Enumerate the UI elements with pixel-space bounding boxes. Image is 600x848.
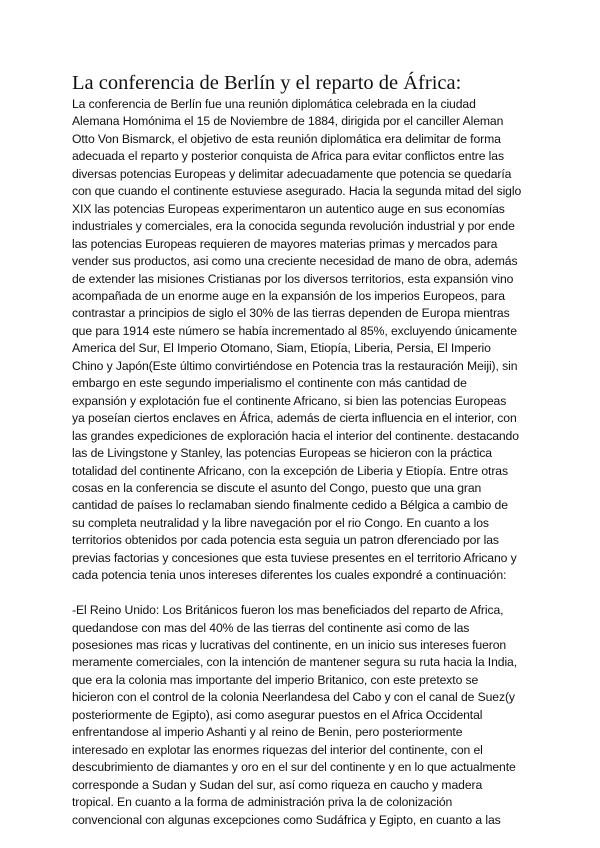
paragraph-spacer: [72, 585, 542, 602]
document-title: La conferencia de Berlín y el reparto de África:: [72, 72, 462, 94]
text-line: cada potencia tenia unos intereses diferentes los cuales expondré a continuación:: [72, 568, 507, 583]
document-page: [72, 70, 542, 829]
text-line: -El Reino Unido: Los Británicos fueron los mas beneficiados del reparto de Africa,: [72, 603, 504, 618]
text-line: las potencias Europeas requieren de mayores materias primas y mercados para: [72, 236, 498, 251]
text-line: enfrentandose al imperio Ashanti y al reino de Benin, pero posteriormente: [72, 725, 463, 740]
text-line: posteriormente de Egipto), asi como asegurar puestos en el Africa Occidental: [72, 707, 483, 722]
text-line: acompañada de un enorme auge en la expansión de los imperios Europeos, para: [72, 288, 505, 303]
text-line: que era la colonia mas importante del imperio Britanico, con este pretexto se: [72, 672, 479, 687]
text-line: embargo en este segundo imperialismo el continente con más cantidad de: [72, 376, 467, 391]
text-line: posesiones mas ricas y lucrativas del continente, en un inicio sus intereses fueron: [72, 638, 507, 653]
text-line: Chino y Japón(Este último convirtiéndose en Potencia tras la restauración Meiji), sin: [72, 358, 518, 373]
text-line: vender sus productos, asi como una creciente necesidad de mano de obra, además: [72, 254, 518, 269]
text-line: contrastar a principios de siglo el 30% de las tierras dependen de Europa mientras: [72, 306, 510, 321]
paragraph-united-kingdom: [72, 602, 542, 829]
text-line: hicieron con el control de la colonia Neerlandesa del Cabo y con el canal de Suez(y: [72, 690, 515, 705]
text-line: que para 1914 este número se había incrementado al 85%, excluyendo únicamente: [72, 323, 517, 338]
text-line: cosas en la conferencia se discute el asunto del Congo, puesto que una gran: [72, 480, 482, 495]
text-line: adecuada el reparto y posterior conquista de Africa para evitar conflictos entre las: [72, 149, 504, 164]
text-line: quedandose con mas del 40% de las tierras del continente asi como de las: [72, 620, 470, 635]
text-line: descubrimiento de diamantes y oro en el sur del continente y en lo que actualmente: [72, 760, 516, 775]
text-line: Alemana Homónima el 15 de Noviembre de 1884, dirigida por el canciller Aleman: [72, 114, 504, 129]
text-line: diversas potencias Europeas y delimitar adecuadamente que potencia se quedaría: [72, 166, 512, 181]
paragraph-conference: [72, 96, 542, 585]
text-line: corresponde a Sudan y Sudan del sur, así como riqueza en caucho y madera: [72, 777, 483, 792]
text-line: territorios obtenidos por cada potencia esta seguia un patron dferenciado por las: [72, 533, 499, 548]
text-line: expansión y explotación fue el continente Africano, si bien las potencias Europeas: [72, 393, 507, 408]
text-line: su completa neutralidad y la libre navegación por el rio Congo. En cuanto a los: [72, 515, 489, 530]
text-line: las de Livingstone y Stanley, las potencias Europeas se hicieron con la práctica: [72, 446, 492, 461]
text-line: meramente comerciales, con la intención de mantener segura su ruta hacia la India,: [72, 655, 518, 670]
text-line: con que cuando el continente estuviese asegurado. Hacia la segunda mitad del siglo: [72, 184, 522, 199]
text-line: Otto Von Bismarck, el objetivo de esta reunión diplomática era delimitar de forma: [72, 131, 501, 146]
text-line: tropical. En cuanto a la forma de administración priva la de colonización: [72, 795, 453, 810]
text-line: interesado en explotar las enormes riquezas del interior del continente, con el: [72, 742, 483, 757]
text-line: previas factorias y concesiones que esta tuviese presentes en el territorio Africano y: [72, 550, 517, 565]
text-line: industriales y comerciales, era la conocida segunda revolución industrial y por ende: [72, 219, 515, 234]
text-line: totalidad del continente Africano, con la excepción de Liberia y Etiopía. Entre otras: [72, 463, 508, 478]
text-line: de extender las misiones Cristianas por los diversos territorios, esta expansión vino: [72, 271, 514, 286]
text-line: las grandes expediciones de exploración hacia el interior del continente. destacando: [72, 428, 519, 443]
text-line: ya poseían ciertos enclaves en África, además de cierta influencia en el interior, con: [72, 411, 517, 426]
text-line: La conferencia de Berlín fue una reunión diplomática celebrada en la ciudad: [72, 97, 476, 111]
text-line: cantidad de países lo reclamaban siendo finalmente cedido a Bélgica a cambio de: [72, 498, 508, 513]
text-line: XIX las potencias Europeas experimentaron un autentico auge en sus economías: [72, 201, 505, 216]
text-line: America del Sur, El Imperio Otomano, Siam, Etiopía, Liberia, Persia, El Imperio: [72, 341, 491, 356]
text-line: convencional con algunas excepciones como Sudáfrica y Egipto, en cuanto a las: [72, 812, 501, 827]
